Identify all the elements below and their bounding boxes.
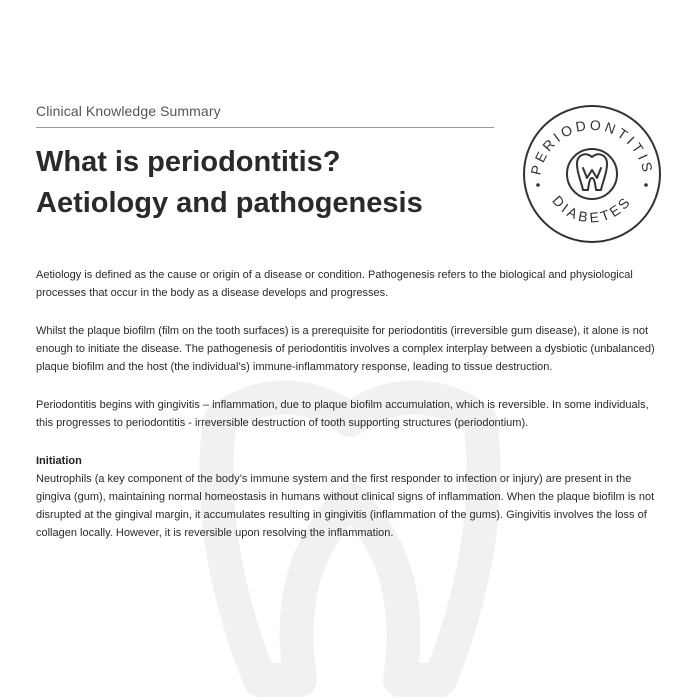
page-title-line-2: Aetiology and pathogenesis	[36, 187, 423, 219]
section-heading-initiation: Initiation	[36, 455, 82, 467]
tooth-icon	[567, 149, 617, 199]
logo-text-bottom: DIABETES	[549, 192, 635, 226]
paragraph-initiation: Neutrophils (a key component of the body’s immune system and the first responder to infection or injury) are present in the gingiva (gum), maintaining normal homeostasis in humans without clinical signs of inflammation. When the plaque biofilm is not disrupted at the gingival margin, it accumulates resulting in gingivitis (inflammation of the gums). Gingivitis involves the loss of collagen locally. However, it is reversible upon resolving the inflammation.	[36, 473, 655, 539]
document-body	[36, 266, 666, 562]
page-title-line-1: What is periodontitis?	[36, 146, 341, 178]
paragraph-gingivitis: Periodontitis begins with gingivitis – inflammation, due to plaque biofilm accumulation, which is reversible. In some individuals, this progresses to periodontitis - irreversible destruction of tooth supporting structures (periodontium).	[36, 399, 649, 429]
periodontitis-diabetes-logo	[520, 102, 664, 246]
paragraph-definitions: Aetiology is defined as the cause or origin of a disease or condition. Pathogenesis refers to the biological and physiological processes that occur in the body as a disease develops and progresses.	[36, 269, 633, 299]
svg-text:DIABETES	[549, 192, 634, 225]
page-title	[36, 142, 506, 224]
svg-text:PERIODONTITIS	[527, 117, 656, 177]
header-divider	[36, 127, 494, 128]
document-kicker: Clinical Knowledge Summary	[36, 103, 221, 119]
paragraph-plaque-biofilm: Whilst the plaque biofilm (film on the tooth surfaces) is a prerequisite for periodontitis (irreversible gum disease), it alone is not enough to initiate the disease. The pathogenesis of periodontitis involves a complex interplay between a dysbiotic (unbalanced) plaque biofilm and the host (the individual’s) immune-inflammatory response, leading to tissue destruction.	[36, 325, 655, 373]
logo-text-top: PERIODONTITIS	[527, 116, 657, 177]
